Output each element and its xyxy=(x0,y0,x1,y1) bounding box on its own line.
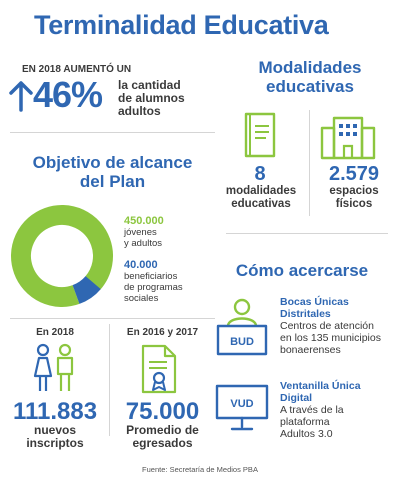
diploma-icon xyxy=(139,344,179,394)
enrollment-2018-caption: nuevos inscriptos xyxy=(26,423,84,450)
donut-legend-green: 450.000 jóvenes y adultos xyxy=(124,215,164,249)
modalities-caption: modalidades educativas xyxy=(225,185,297,210)
increase-percent: 46% xyxy=(33,74,103,115)
monitor-icon xyxy=(214,383,270,433)
donut-legend-blue: 40.000 beneficiarios de programas sociales xyxy=(124,259,183,304)
increase-intro: EN 2018 AUMENTÓ UN xyxy=(22,64,132,75)
page-title: Terminalidad Educativa xyxy=(34,10,329,40)
desk-icon-label: BUD xyxy=(230,336,254,348)
building-icon xyxy=(318,110,378,160)
monitor-icon-label: VUD xyxy=(230,398,254,410)
divider-right xyxy=(226,233,388,234)
arrow-up-icon xyxy=(8,80,34,112)
enrollment-2018-number: 111.883 xyxy=(12,398,98,425)
objective-heading: Objetivo de alcance del Plan xyxy=(32,153,193,191)
people-icon xyxy=(30,342,78,394)
vud-text: Ventanilla Única Digital A través de la plataforma Adultos 3.0 xyxy=(280,380,361,440)
increase-caption: la cantidad de alumnos adultos xyxy=(118,78,185,118)
book-icon xyxy=(240,112,280,158)
divider-left-top xyxy=(10,132,215,133)
enrollment-2016-number: 75.000 xyxy=(125,398,200,425)
enrollment-2016-caption: Promedio de egresados xyxy=(126,423,199,450)
bud-text: Bocas Únicas Distritales Centros de atención en los 135 municipios bonaerenses xyxy=(280,296,381,356)
source-note: Fuente: Secretaría de Medios PBA xyxy=(142,465,258,474)
divider-modalities xyxy=(309,110,310,216)
donut-slice-0 xyxy=(10,204,114,308)
spaces-number: 2.579 xyxy=(328,163,380,185)
enrollment-2016-period: En 2016 y 2017 xyxy=(126,327,199,338)
donut-chart xyxy=(10,204,114,308)
divider-left-bottom xyxy=(10,318,215,319)
desk-icon xyxy=(213,298,271,356)
modalities-heading: Modalidades educativas xyxy=(258,58,362,96)
spaces-caption: espacios físicos xyxy=(329,185,379,210)
approach-heading: Cómo acercarse xyxy=(235,261,369,280)
enrollment-2018-period: En 2018 xyxy=(36,327,74,338)
modalities-number: 8 xyxy=(254,163,266,185)
